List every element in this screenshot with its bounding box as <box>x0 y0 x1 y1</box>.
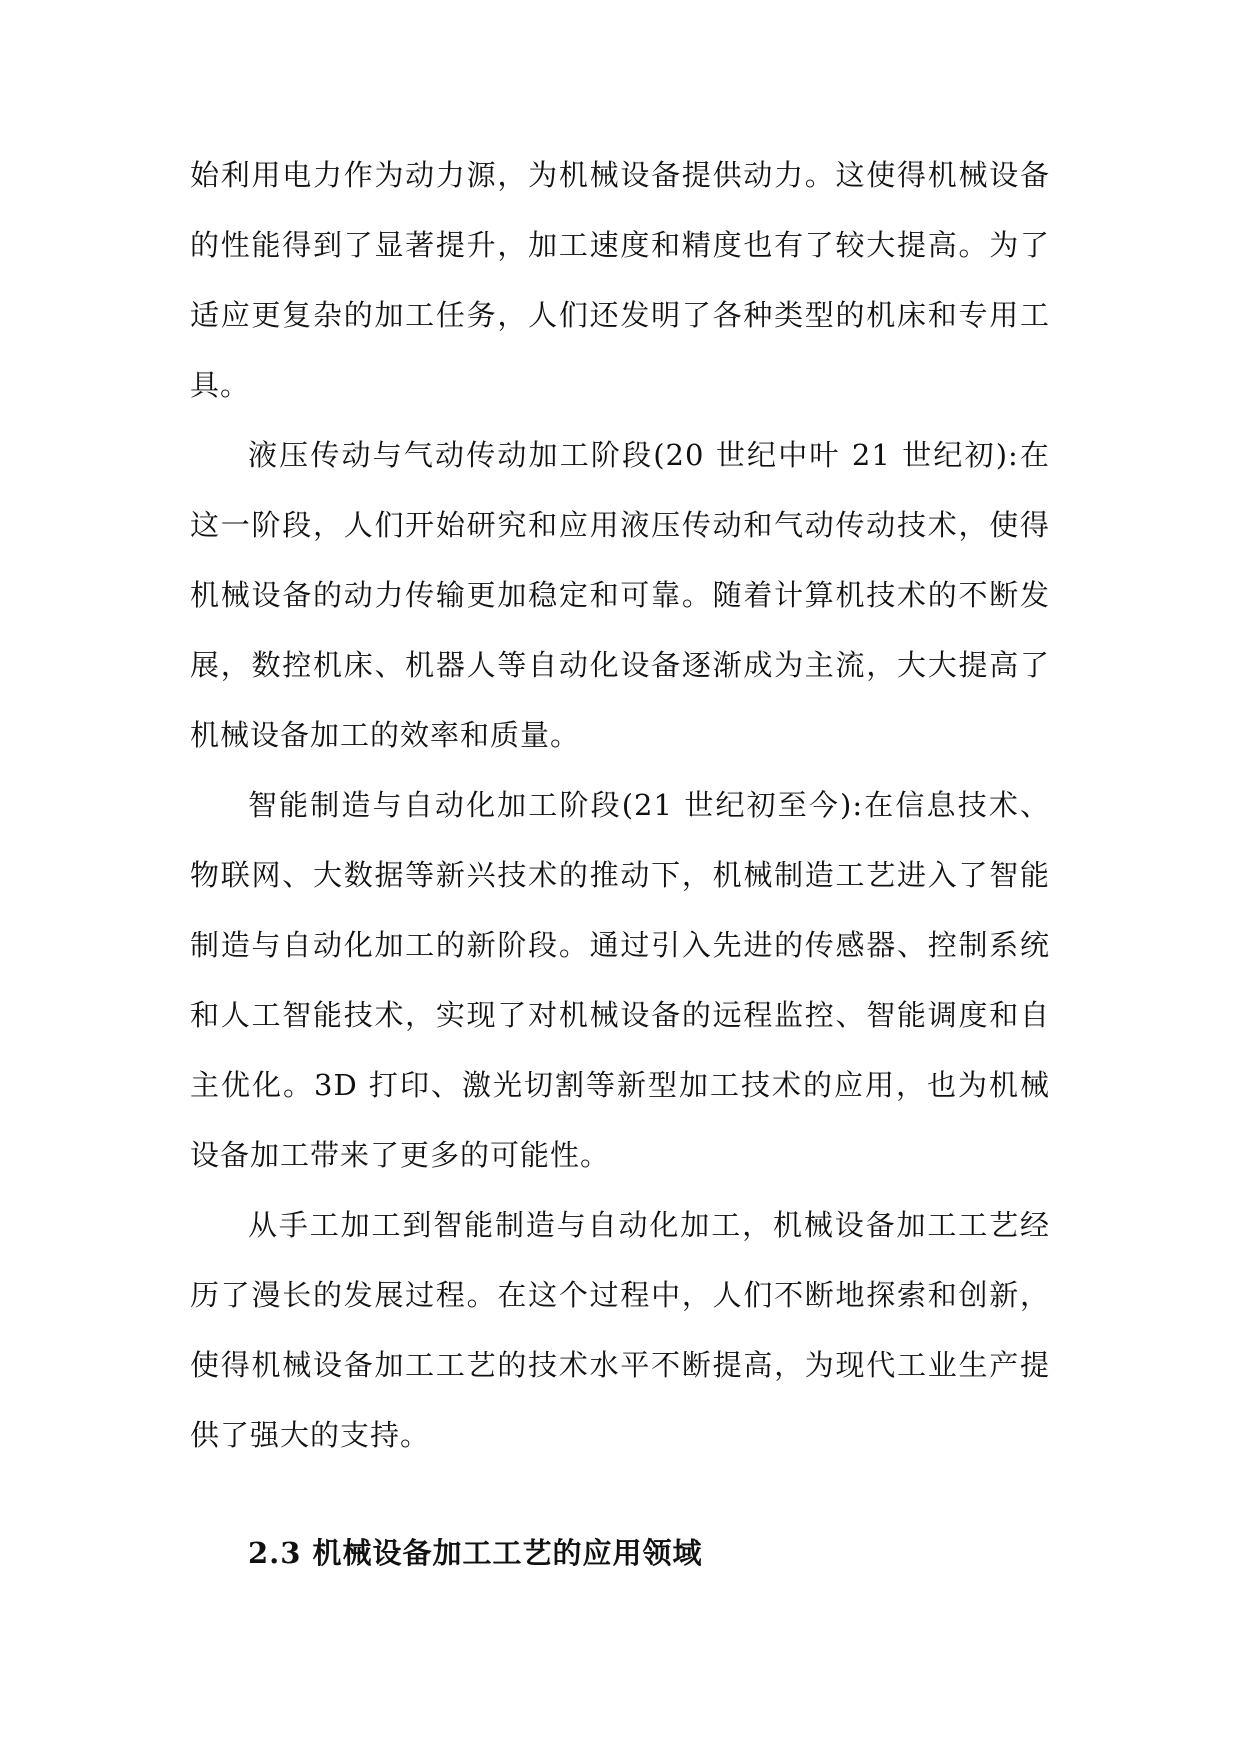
section-heading: 2.3 机械设备加工工艺的应用领域 <box>248 1536 703 1570</box>
paragraph-electric-power: 始利用电力作为动力源，为机械设备提供动力。这使得机械设备的性能得到了显著提升，加工速度和精度也有了较大提高。为了适应更复杂的加工任务，人们还发明了各种类型的机床和专用工具。 <box>190 158 1050 402</box>
paragraph-summary: 从手工加工到智能制造与自动化加工，机械设备加工工艺经历了漫长的发展过程。在这个过程中，人们不断地探索和创新，使得机械设备加工工艺的技术水平不断提高，为现代工业生产提供了强大的支持。 <box>190 1208 1050 1452</box>
paragraph-hydraulic-pneumatic-stage: 液压传动与气动传动加工阶段(20 世纪中叶 21 世纪初):在这一阶段，人们开始研究和应用液压传动和气动传动技术，使得机械设备的动力传输更加稳定和可靠。随着计算机技术的不断发展，数控机床、机器人等自动化设备逐渐成为主流，大大提高了机械设备加工的效率和质量。 <box>190 438 1050 752</box>
document-body <box>190 140 1050 1588</box>
paragraph-intelligent-manufacturing-stage: 智能制造与自动化加工阶段(21 世纪初至今):在信息技术、物联网、大数据等新兴技术的推动下，机械制造工艺进入了智能制造与自动化加工的新阶段。通过引入先进的传感器、控制系统和人工智能技术，实现了对机械设备的远程监控、智能调度和自主优化。3D 打印、激光切割等新型加工技术的应用，也为机械设备加工带来了更多的可能性。 <box>190 788 1050 1172</box>
